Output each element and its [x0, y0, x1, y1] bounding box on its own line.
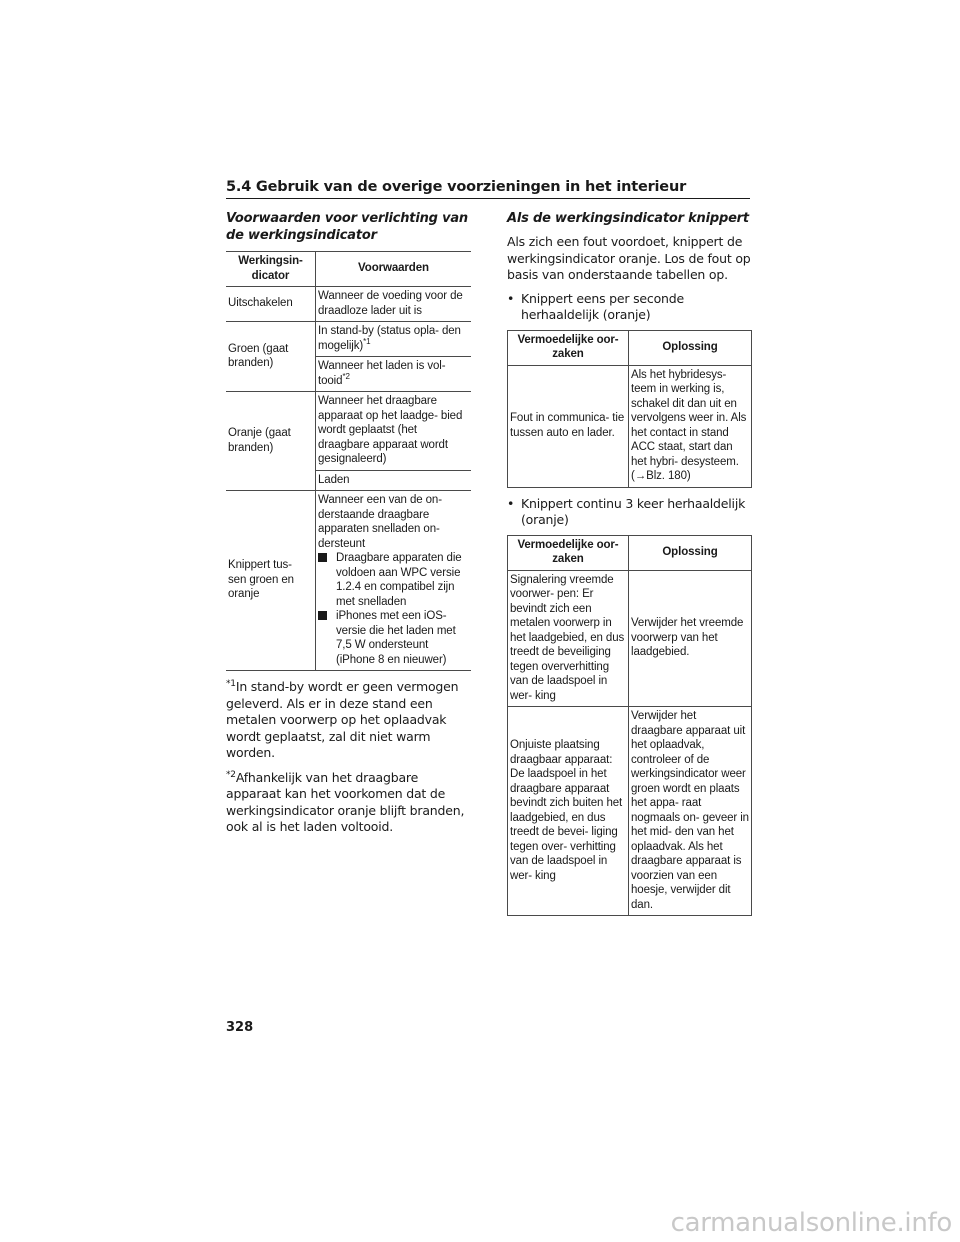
- cell-green-condition-2: [316, 357, 472, 392]
- footnote-text: In stand-by wordt er geen vermogen geleverd. Als er in deze stand een metalen voorwerp op het oplaadvak wordt geplaatst, zal dit niet warm worden.: [226, 679, 459, 760]
- cell-solution: Als het hybridesys- teem in werking is, schakel dit dan uit en vervolgens weer in. Als het contact in stand ACC staat, start dan het hybri- desysteem. (→Blz. 180): [629, 365, 752, 487]
- cell-solution: Verwijder het vreemde voorwerp van het laadgebied.: [629, 570, 752, 707]
- table-row: [508, 365, 752, 487]
- indicator-conditions-table: [226, 251, 471, 671]
- footnote-2: [226, 770, 471, 836]
- cell-green: Groen (gaat branden): [226, 322, 316, 392]
- table-row: [226, 392, 471, 471]
- left-heading: Voorwaarden voor verlichting van de werkingsindicator: [226, 211, 468, 243]
- left-column: [226, 210, 471, 836]
- footnote-mark: *2: [226, 769, 236, 780]
- cell-blinking-condition: [316, 491, 472, 671]
- table-header-cause: Vermoedelijke oor- zaken: [508, 535, 629, 570]
- table-header-solution: Oplossing: [629, 535, 752, 570]
- blink-three-times-table: [507, 535, 752, 917]
- footnote-ref: *2: [342, 371, 350, 381]
- cell-cause: Onjuiste plaatsing draagbaar apparaat: De laadspoel in het draagbare apparaat bevindt zich buiten het laadgebied, en dus treedt de bevei- liging tegen over- verhitting van de laadspoel in wer- king: [508, 707, 629, 916]
- list-item: [318, 551, 469, 609]
- cell-orange-condition-1: Wanneer het draagbare apparaat op het laadge- bied wordt geplaatst (het draagbare apparaat wordt gesignaleerd): [316, 392, 472, 471]
- watermark: carmanualsonline.info: [670, 1208, 952, 1238]
- intro-paragraph: Als zich een fout voordoet, knippert de werkingsindicator oranje. Los de fout op basis van onderstaande tabellen op.: [507, 234, 751, 282]
- table-header-conditions: Voorwaarden: [316, 252, 472, 287]
- cell-off: Uitschakelen: [226, 287, 316, 322]
- page-number: 328: [226, 1020, 254, 1035]
- list-item-text: iPhones met een iOS-versie die het laden met 7,5 W ondersteunt (iPhone 8 en nieuwer): [336, 610, 456, 666]
- bullet-text: Knippert continu 3 keer herhaaldelijk (oranje): [521, 495, 746, 527]
- bullet-item: [507, 291, 752, 324]
- cell-green-condition-1: [316, 322, 472, 357]
- footnote-text: Afhankelijk van het draagbare apparaat kan het voorkomen dat de werkingsindicator oranje blijft branden, ook al is het laden voltooid.: [226, 769, 465, 834]
- cell-off-condition: Wanneer de voeding voor de draadloze lader uit is: [316, 287, 472, 322]
- footnote-ref: *1: [363, 336, 371, 346]
- square-bullet-icon: [318, 551, 336, 609]
- table-header-solution: Oplossing: [629, 330, 752, 365]
- table-row: [226, 491, 471, 671]
- list-item-text: Draagbare apparaten die voldoen aan WPC versie 1.2.4 en compatibel zijn met snelladen: [336, 552, 462, 608]
- blink-once-table: [507, 330, 752, 488]
- table-row: [508, 707, 752, 916]
- table-header-cause: Vermoedelijke oor- zaken: [508, 330, 629, 365]
- table-row: [508, 570, 752, 707]
- bullet-dot-icon: •: [507, 290, 515, 306]
- cell-text: In stand-by (status opla- den mogelijk): [318, 325, 461, 352]
- bullet-dot-icon: •: [507, 495, 515, 511]
- bullet-text: Knippert eens per seconde herhaaldelijk (oranje): [521, 290, 684, 322]
- table-row: [226, 287, 471, 322]
- cell-cause: Fout in communica- tie tussen auto en lader.: [508, 365, 629, 487]
- footnote-1: [226, 679, 471, 762]
- right-heading: Als de werkingsindicator knippert: [507, 211, 749, 226]
- cell-text: Wanneer een van de on- derstaande draagbare apparaten snelladen on- dersteunt: [318, 494, 442, 550]
- cell-orange-condition-2: Laden: [316, 470, 472, 491]
- cell-orange: Oranje (gaat branden): [226, 392, 316, 491]
- bullet-item: [507, 496, 752, 529]
- table-header-indicator: Werkingsin- dicator: [226, 252, 316, 287]
- cell-cause: Signalering vreemde voorwer- pen: Er bevindt zich een metalen voorwerp in het laadgebied, en dus treedt de beveiliging tegen oververhitting van de laadspoel in wer- king: [508, 570, 629, 707]
- list-item: [318, 609, 469, 667]
- square-bullet-icon: [318, 609, 336, 667]
- section-title: 5.4 Gebruik van de overige voorzieningen in het interieur: [226, 179, 750, 199]
- footnote-mark: *1: [226, 678, 236, 689]
- cell-blinking: Knippert tus- sen groen en oranje: [226, 491, 316, 671]
- table-row: [226, 322, 471, 357]
- right-column: [507, 210, 752, 916]
- cell-text: Wanneer het laden is vol- tooid: [318, 360, 446, 387]
- cell-solution: Verwijder het draagbare apparaat uit het oplaadvak, controleer of de werkingsindicator weer groen wordt en plaats het appa- raat nogmaals on- geveer in het mid- den van het oplaadvak. Als het draagbare apparaat is voorzien van een hoesje, verwijder dit dan.: [629, 707, 752, 916]
